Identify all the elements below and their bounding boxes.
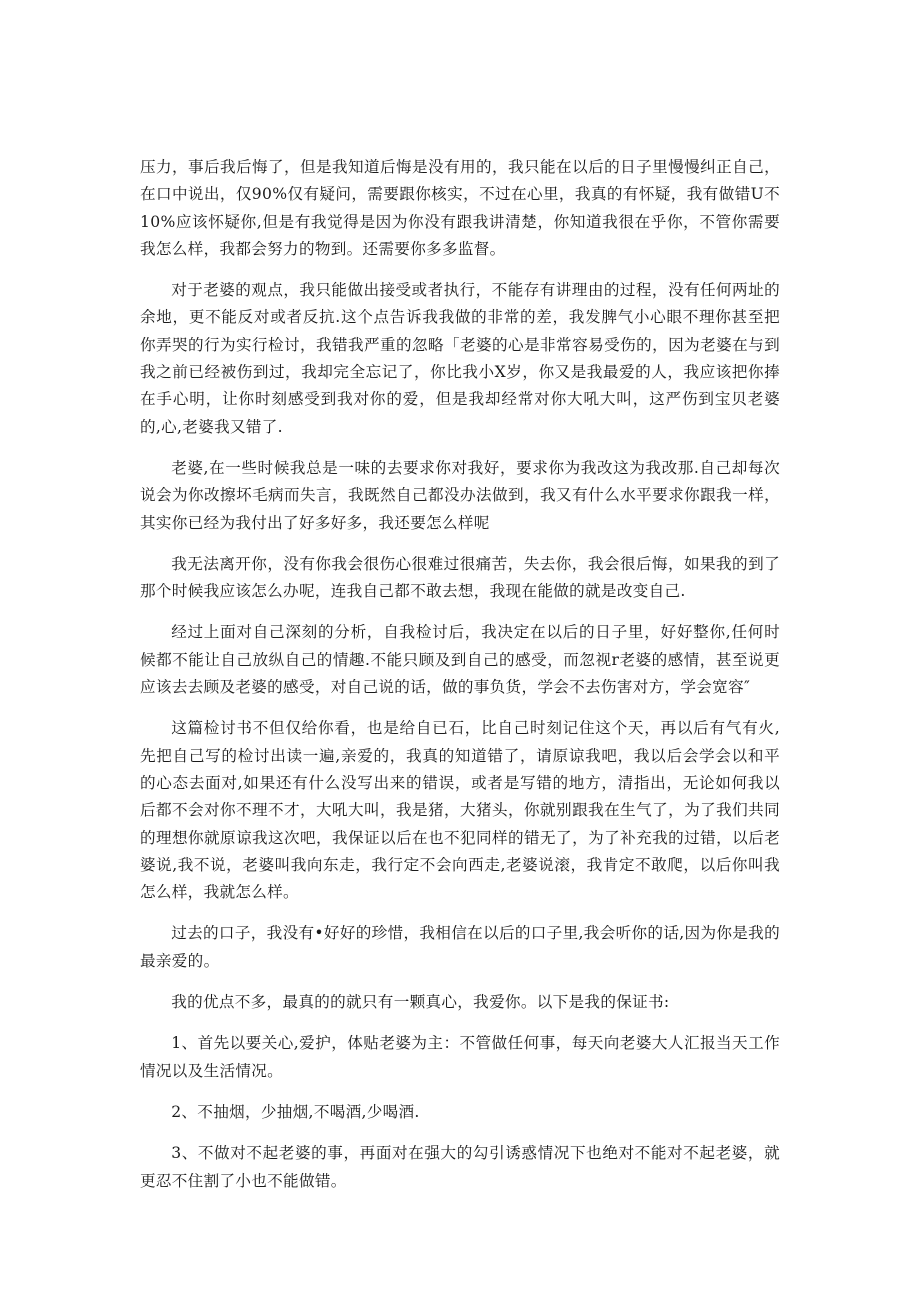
paragraph-6: 这篇检讨书不但仅给你看，也是给自已石，比自己时刻记住这个天，再以后有气有火,先把自己写的检讨出读一遍,亲爱的，我真的知道错了，请原谅我吧，我以后会学会以和平的心态去面对,如果还有什么没写出来的错误，或者是写错的地方，清指出，无论如何我以后都不会对你不理不才，大吼大叫，我是猪，大猪头，你就别跟我在生气了，为了我们共同的理想你就原谅我这次吧，我保证以后在也不犯同样的错无了，为了补充我的过错，以后老婆说,我不说，老婆叫我向东走，我行定不会向西走,老婆说滚，我肯定不敢爬，以后你叫我怎么样，我就怎么样。	[140, 719, 780, 902]
guarantee-item-1: 1、首先以要关心,爱护，体贴老婆为主：不管做任何事，每天向老婆大人汇报当天工作情况以及生活情况。	[140, 1034, 780, 1080]
guarantee-item-3: 3、不做对不起老婆的事，再面对在强大的勾引诱惑情况下也绝对不能对不起老婆，就更忍不住割了小也不能做错。	[140, 1144, 780, 1190]
paragraph-3: 老婆,在一些时候我总是一味的去要求你对我好，要求你为我改这为我改那.自己却每次说会为你改擦坏毛病而失言，我既然自己都没办法做到，我又有什么水平要求你跟我一样，其实你已经为我付出了好多好多，我还要怎么样呢	[140, 458, 780, 532]
document-body	[140, 154, 780, 1209]
paragraph-8: 我的优点不多，最真的的就只有一颗真心，我爱你。以下是我的保证书:	[171, 993, 670, 1012]
guarantee-item-2: 2、不抽烟，少抽烟,不喝酒,少喝酒.	[171, 1102, 420, 1121]
paragraph-2: 对于老婆的观点，我只能做出接受或者执行，不能存有讲理由的过程，没有任何两址的余地，更不能反对或者反抗.这个点告诉我我做的非常的差，我发脾气小心眼不理你甚至把你弄哭的行为实行检讨，我错我严重的忽略「老婆的心是非常容易受伤的，因为老婆在与到我之前已经被伤到过，我却完全忘记了，你比我小X岁，你又是我最爱的人，我应该把你捧在手心明，让你时刻感受到我对你的爱，但是我却经常对你大吼大叫，这严伤到宝贝老婆的,心,老婆我又错了.	[140, 281, 780, 436]
paragraph-4: 我无法离开你，没有你我会很伤心很难过很痛苦，失去你，我会很后悔，如果我的到了那个时候我应该怎么办呢，连我自己都不敢去想，我现在能做的就是改变自己.	[140, 554, 780, 601]
paragraph-5: 经过上面对自己深刻的分析，自我检讨后，我决定在以后的日子里，好好整你,任何时候都不能让自己放纵自己的情趣.不能只顾及到自己的感受，而忽视r老婆的感情，甚至说更应该去去顾及老婆的感受，对自己说的话，做的事负货，学会不去伤害对方，学会宽容″	[140, 623, 780, 697]
paragraph-7: 过去的口子，我没有•好好的珍惜，我相信在以后的口子里,我会听你的话,因为你是我的最亲爱的。	[140, 924, 780, 970]
paragraph-1: 压力，事后我后悔了，但是我知道后悔是没有用的，我只能在以后的日子里慢慢纠正自己，在口中说出，仅90%仅有疑问，需要跟你核实，不过在心里，我真的有怀疑，我有做错U不10%应该怀疑你,但是有我觉得是因为你没有跟我讲清楚，你知道我很在乎你，不管你需要我怎么样，我都会努力的物到。还需要你多多监督。	[140, 158, 780, 258]
